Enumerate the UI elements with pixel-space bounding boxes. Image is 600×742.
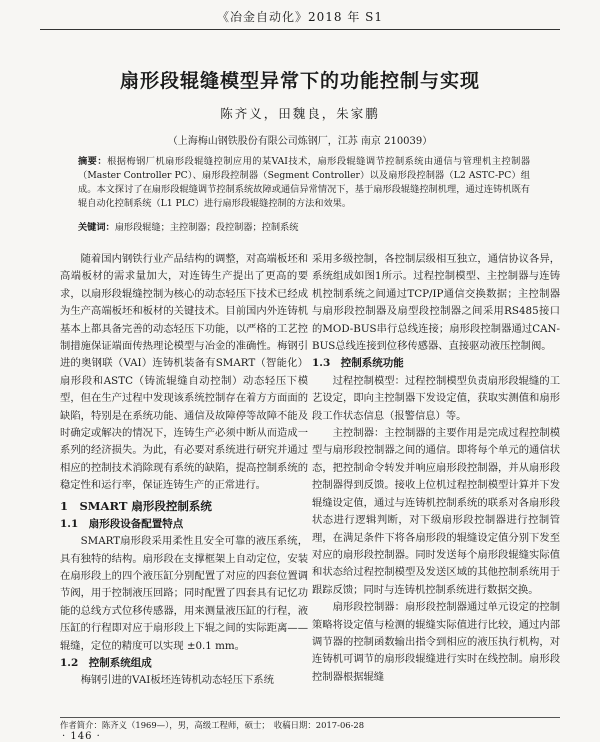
body-paragraph: SMART扇形段采用柔性且安全可靠的液压系统，具有独特的结构。扇形段在支撑框架上自动定位，安装在扇形段上的四个液压缸分别配置了对应的四套位置调节阀，用于控制液压回路；同时配置了四套具有记忆功能的总线方式位移传感器，用来测量液压缸的行程，液压缸的行程即对应于扇形段上下辊之间的实际距离——辊缝，定位的精度可以实现 ±0.1 mm。 [60,535,308,652]
affiliation: （上海梅山钢铁股份有限公司炼钢厂，江苏 南京 210039） [167,136,433,147]
keywords [78,221,530,235]
running-header: 《冶金自动化》2018 年 S1 [40,8,560,30]
left-column [60,251,308,690]
section-heading-1: 1 SMART 扇形段控制系统 [60,498,212,513]
abstract-label: 摘要： [78,156,108,167]
subsection-heading-1-3: 1.3 控制系统功能 [312,357,404,370]
body-paragraph: 过程控制模型：过程控制模型负责扇形段辊缝的工艺设定，即向主控制器下发设定值，获取实测值和扇形段工作状态信息（报警信息）等。 [312,374,560,422]
keywords-label: 关键词： [78,222,115,233]
subsection-heading-1-1: 1.1 扇形段设备配置特点 [60,517,184,530]
abstract-text: 根据梅钢厂机扇形段辊缝控制应用的某VAI技术，扇形段辊缝调节控制系统由通信与管理机主控制器（Master Controller PC）、扇形段控制器（Segment Controller）以及扇形段控制器（L2 ASTC-PC）组成。本文探讨了在扇形段辊缝调节控制系统故障或通信异常情况下，基于扇形段辊缝控制机理，通过连铸机既有辊自动化控制系统（L1 PLC）进行扇形段辊缝控制的方法和效果。 [78,156,531,209]
body-paragraph: 扇形段控制器：扇形段控制器通过单元设定的控制策略将设定值与检测的辊缝实际值进行比较，通过内部调节器的控制函数输出指令到相应的液压执行机构，对连铸机可调节的扇形段辊缝进行实时在线控制。扇形段控制器根据辊缝 [312,601,560,683]
page-number: · 146 · [62,731,101,742]
author-footnote: 作者简介：陈齐义（1969—），男，高级工程师，硕士； 收稿日期：2017-06-28 [60,717,560,731]
paper-title: 扇形段辊缝模型异常下的功能控制与实现 [119,70,480,92]
abstract [78,155,530,211]
body-paragraph: 梅钢引进的VAI板坯连铸机动态轻压下系统 [80,674,274,687]
subsection-heading-1-2: 1.2 控制系统组成 [60,656,152,669]
body-paragraph: 采用多级控制，各控制层级相互独立，通信协议各异，系统组成如图1所示。过程控制模型、主控制器与连铸机控制系统之间通过TCP/IP通信交换数据；主控制器与扇形段控制器及扇型段控制器之间采用RS485接口的MOD-BUS串行总线连接；扇形段控制器通过CAN-BUS总线连接到位移传感器、直接驱动液压控制阀。 [312,253,560,353]
keywords-text: 扇形段辊缝；主控制器；段控制器；控制系统 [114,222,299,233]
right-column [312,251,560,686]
intro-paragraph: 随着国内钢铁行业产品结构的调整，对高端板坯和高端板材的需求量加大，对连铸生产提出了更高的要求，以扇形段辊缝控制为核心的动态轻压下技术已经成为生产高端板坯和板材的关键技术。目前国内外连铸机基本上都具备完善的动态轻压下功能，以严格的工艺控制措施保证端面传热理论模型与冶金的准确性。梅钢引进的奥钢联（VAI）连铸机装备有SMART（智能化）扇形段和ASTC（铸流辊缝自动控制）动态轻压下模型，但在生产过程中发现该系统控制存在着方方面面的缺陷，特别是在系统功能、通信及故障停等故障不能及时确定或解决的情况下，连铸生产必须中断从而造成一系列的经济损失。为此，有必要对系统进行研究并通过相应的控制技术消除现有系统的缺陷，提高控制系统的稳定性和运行率，保证连铸生产的正常进行。 [60,253,308,492]
author-list: 陈齐义，田魏良，朱家鹏 [220,106,380,121]
body-paragraph: 主控制器：主控制器的主要作用是完成过程控制模型与扇形段控制器之间的通信。即将每个单元的通信状态，把控制命令转发并响应扇形段控制器，并从扇形段控制器得到反馈。接收上位机过程控制模型计算并下发辊缝设定值，通过与连铸机控制系统的联系对各扇形段状态进行逻辑判断，对下级扇形段控制器进行控制管理，在满足条件下将各扇形段的辊缝设定值分别下发至对应的扇形段控制器。同时发送每个扇形段辊缝实际值和状态给过程控制模型及发送区域的其他控制系统用于跟踪反馈；同时与连铸机控制系统进行数据交换。 [312,427,560,596]
